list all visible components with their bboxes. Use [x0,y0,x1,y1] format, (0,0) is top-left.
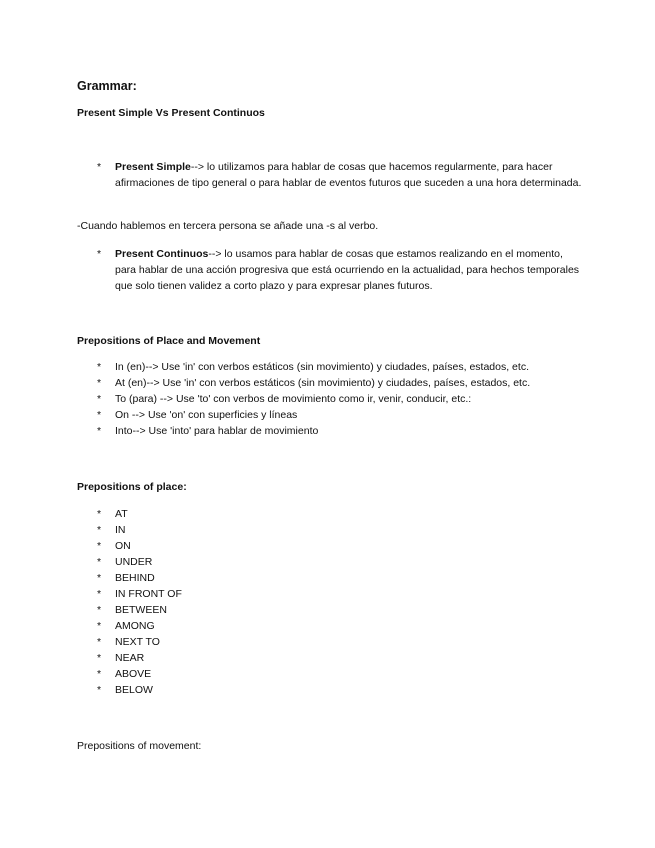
section-subtitle: Present Simple Vs Present Continuos [77,107,265,119]
list-item-text: IN FRONT OF [115,588,182,600]
list-item-text: Into--> Use 'into' para hablar de movimiento [115,425,319,437]
list-item-text: NEXT TO [115,636,160,648]
list-item-text: AT [115,508,128,520]
list-item [77,538,585,554]
bullet-star-icon: * [97,668,102,680]
bullet-star-icon: * [97,161,102,173]
list-item [77,650,585,666]
list-item [77,522,585,538]
term-present-continuous: Present Continuos [115,248,209,260]
place-movement-heading: Prepositions of Place and Movement [77,335,261,347]
list-item-text: IN [115,524,126,536]
bullet-star-icon: * [97,361,102,373]
list-item-text: ABOVE [115,668,152,680]
bullet-star-icon: * [97,393,102,405]
list-item-text: NEAR [115,652,145,664]
list-item [77,586,585,602]
bullet-star-icon: * [97,652,102,664]
list-item-text: At (en)--> Use 'in' con verbos estáticos (sin movimiento) y ciudades, países, estados, etc. [115,377,531,389]
list-item-text: BETWEEN [115,604,167,616]
bullet-star-icon: * [97,425,102,437]
bullet-star-icon: * [97,620,102,632]
list-item [77,682,585,698]
list-item [77,602,585,618]
present-continuous-list [77,246,585,294]
bullet-star-icon: * [97,588,102,600]
bullet-star-icon: * [97,524,102,536]
bullet-star-icon: * [97,377,102,389]
list-item [77,423,585,439]
list-item [77,375,585,391]
list-item-text: BEHIND [115,572,155,584]
term-present-simple: Present Simple [115,161,191,173]
list-item [77,618,585,634]
list-item-text: AMONG [115,620,155,632]
list-item [77,506,585,522]
bullet-star-icon: * [97,572,102,584]
list-item-text: BELOW [115,684,153,696]
bullet-star-icon: * [97,684,102,696]
list-item [77,246,585,294]
present-simple-list [77,159,585,191]
bullet-star-icon: * [97,540,102,552]
list-item-text: ON [115,540,131,552]
place-list [77,506,585,698]
list-item-text: UNDER [115,556,153,568]
list-item-text: In (en)--> Use 'in' con verbos estáticos (sin movimiento) y ciudades, países, estados, etc. [115,361,529,373]
bullet-star-icon: * [97,604,102,616]
bullet-star-icon: * [97,556,102,568]
bullet-star-icon: * [97,508,102,520]
list-item [77,570,585,586]
list-item [77,159,585,191]
list-item [77,359,585,375]
list-item [77,391,585,407]
list-item-text: On --> Use 'on' con superficies y líneas [115,409,298,421]
definition-text: --> lo utilizamos para hablar de cosas que hacemos regularmente, para hacer afirmaciones de tipo general o para hablar de eventos futuros que suceden a una hora determinada. [115,161,582,189]
definition-text: --> lo usamos para hablar de cosas que estamos realizando en el momento, para hablar de una acción progresiva que está ocurriendo en la actualidad, para hechos temporales que solo tienen validez a corto plazo y para expresar planes futuros. [115,248,580,292]
list-item [77,634,585,650]
page-title: Grammar: [77,79,137,93]
list-item [77,666,585,682]
bullet-star-icon: * [97,636,102,648]
list-item [77,407,585,423]
bullet-star-icon: * [97,409,102,421]
place-heading: Prepositions of place: [77,481,187,493]
third-person-note: -Cuando hablemos en tercera persona se añade una -s al verbo. [77,220,379,232]
place-movement-list [77,359,585,439]
movement-heading: Prepositions of movement: [77,740,202,752]
bullet-star-icon: * [97,248,102,260]
list-item-text: To (para) --> Use 'to' con verbos de movimiento como ir, venir, conducir, etc.: [115,393,472,405]
list-item [77,554,585,570]
